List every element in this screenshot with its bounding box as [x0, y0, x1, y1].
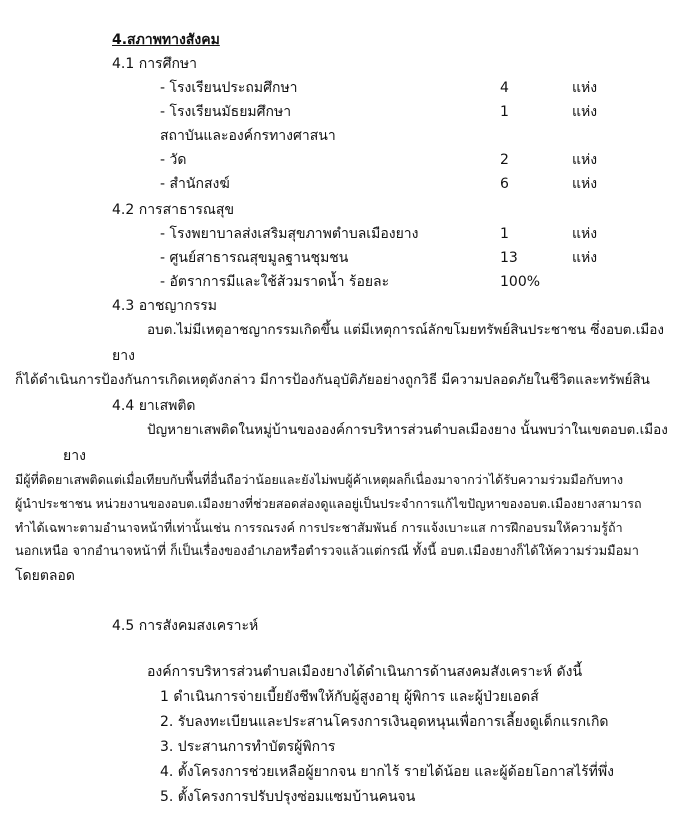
- religion-heading: สถาบันและองค์กรทางศาสนา: [160, 128, 336, 144]
- item-label: - อัตราการมีและใช้ส้วมราดน้ำ ร้อยละ: [160, 274, 390, 290]
- paragraph-line: มีผู้ที่ติดยาเสพติดแต่เมื่อเทียบกับพื้นที่อื่นถือว่าน้อยและยังไม่พบผู้ค้าเหตุผลก็เนื่องมาจากว่าได้รับความร่วมมือกับทาง: [15, 472, 624, 487]
- item-value: 1: [500, 104, 509, 120]
- item-unit: แห่ง: [572, 176, 598, 192]
- list-item: 5. ตั้งโครงการปรับปรุงซ่อมแซมบ้านคนจน: [160, 789, 416, 805]
- paragraph-line: ยาง: [63, 448, 86, 464]
- welfare-intro: องค์การบริหารส่วนตำบลเมืองยางได้ดำเนินการด้านสงคมสังเคราะห์ ดังนี้: [147, 664, 583, 680]
- health-heading: 4.2 การสาธารณสุข: [112, 202, 235, 218]
- drugs-heading: 4.4 ยาเสพติด: [112, 398, 196, 414]
- welfare-heading: 4.5 การสังคมสงเคราะห์: [112, 618, 259, 634]
- item-label: - วัด: [160, 152, 187, 168]
- crime-heading: 4.3 อาชญากรรม: [112, 298, 218, 314]
- paragraph-line: ปัญหายาเสพติดในหมู่บ้านขององค์การบริหารส่วนตำบลเมืองยาง นั้นพบว่าในเขตอบต.เมือง: [147, 422, 668, 438]
- item-value: 1: [500, 226, 509, 242]
- section-title: 4.สภาพทางสังคม: [112, 32, 220, 48]
- paragraph-line: โดยตลอด: [15, 568, 75, 584]
- list-item: 1 ดำเนินการจ่ายเบี้ยยังชีพให้กับผู้สูงอายุ ผู้พิการ และผู้ป่วยเอดส์: [160, 689, 539, 705]
- list-item: [160, 78, 700, 98]
- item-label: - สำนักสงฆ์: [160, 176, 230, 192]
- paragraph-line: ผู้นำประชาชน หน่วยงานของอบต.เมืองยางที่ช่วยสอดส่องดูแลอยู่เป็นประจำการแก้ไขปัญหาของอบต.เมืองยางสามารถ: [15, 496, 642, 511]
- item-value: 4: [500, 80, 509, 96]
- paragraph-line: ยาง: [112, 348, 135, 364]
- item-unit: แห่ง: [572, 80, 598, 96]
- paragraph-line: อบต.ไม่มีเหตุอาชญากรรมเกิดขึ้น แต่มีเหตุการณ์ลักขโมยทรัพย์สินประชาชน ซึ่งอบต.เมือง: [147, 322, 664, 338]
- list-item: [160, 174, 700, 194]
- list-item: 3. ประสานการทำบัตรผู้พิการ: [160, 739, 336, 755]
- item-value: 13: [500, 250, 518, 266]
- item-label: - โรงเรียนประถมศึกษา: [160, 80, 298, 96]
- list-item: [160, 150, 700, 170]
- item-unit: แห่ง: [572, 104, 598, 120]
- list-item: [160, 224, 700, 244]
- list-item: 2. รับลงทะเบียนและประสานโครงการเงินอุดหนุนเพื่อการเลี้ยงดูเด็กแรกเกิด: [160, 714, 609, 730]
- list-item: [160, 102, 700, 122]
- item-unit: แห่ง: [572, 152, 598, 168]
- item-value: 2: [500, 152, 509, 168]
- list-item: [160, 272, 700, 292]
- item-unit: แห่ง: [572, 250, 598, 266]
- list-item: 4. ตั้งโครงการช่วยเหลือผู้ยากจน ยากไร้ รายได้น้อย และผู้ด้อยโอกาสไร้ที่พึ่ง: [160, 764, 614, 780]
- item-label: - ศูนย์สาธารณสุขมูลฐานชุมชน: [160, 250, 349, 266]
- paragraph-line: ทำได้เฉพาะตามอำนาจหน้าที่เท่านั้นเช่น การรณรงค์ การประชาสัมพันธ์ การแจ้งเบาะแส การฝึกอบรมให้ความรู้ถ้า: [15, 520, 623, 535]
- item-value: 6: [500, 176, 509, 192]
- list-item: [160, 248, 700, 268]
- item-label: - โรงเรียนมัธยมศึกษา: [160, 104, 292, 120]
- item-unit: แห่ง: [572, 226, 598, 242]
- paragraph-line: นอกเหนือ จากอำนาจหน้าที่ ก็เป็นเรื่องของอำเภอหรือตำรวจแล้วแต่กรณี ทั้งนี้ อบต.เมืองยางก็ได้ให้ความร่วมมือมา: [15, 544, 639, 559]
- item-label: - โรงพยาบาลส่งเสริมสุขภาพตำบลเมืองยาง: [160, 226, 419, 242]
- item-value: 100%: [500, 274, 541, 290]
- paragraph-line: ก็ได้ดำเนินการป้องกันการเกิดเหตุดังกล่าว มีการป้องกันอุบัติภัยอย่างถูกวิธี มีความปลอดภัยในชีวิตและทรัพย์สิน: [15, 372, 650, 388]
- education-heading: 4.1 การศึกษา: [112, 56, 198, 72]
